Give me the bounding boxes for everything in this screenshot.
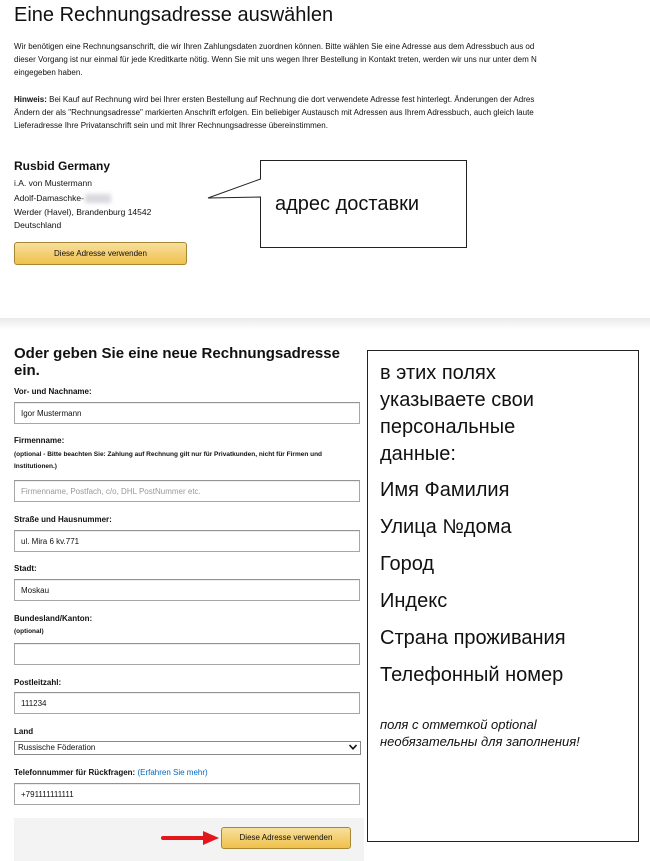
instruction-note: поля с отметкой optional необязательны для заполнения! bbox=[380, 717, 580, 749]
company-input[interactable] bbox=[14, 480, 360, 502]
state-input[interactable] bbox=[14, 643, 360, 665]
phone-label-text: Telefonnummer für Rückfragen: bbox=[14, 768, 136, 777]
state-label: Bundesland/Kanton: bbox=[14, 614, 93, 623]
hint-label: Hinweis: bbox=[14, 95, 47, 104]
red-arrow-icon bbox=[161, 836, 207, 840]
saved-address-line: Deutschland bbox=[14, 220, 62, 230]
intro-line: eingegeben haben. bbox=[14, 68, 83, 78]
city-label: Stadt: bbox=[14, 564, 37, 573]
name-label: Vor- und Nachname: bbox=[14, 387, 92, 396]
city-input[interactable] bbox=[14, 579, 360, 601]
instruction-panel bbox=[367, 350, 639, 842]
instruction-line: Телефонный номер bbox=[380, 664, 564, 686]
use-saved-address-button[interactable]: Diese Adresse verwenden bbox=[14, 242, 187, 265]
hint-line: Ändern der als "Rechnungsadresse" markierten Anschrift erfolgen. Ein beliebiger Austausch mit Adressen aus Ihrem Adressbuch, auch gleich laute bbox=[14, 108, 534, 118]
instruction-line: указываете свои bbox=[380, 389, 534, 411]
name-input[interactable] bbox=[14, 402, 360, 424]
phone-input[interactable] bbox=[14, 783, 360, 805]
section-divider bbox=[0, 318, 650, 330]
company-note: (optional - Bitte beachten Sie: Zahlung auf Rechnung gilt nur für Privatkunden, nicht für Firmen und Institutionen.) bbox=[14, 451, 323, 470]
country-select-value: Russische Föderation bbox=[18, 743, 96, 752]
redacted-number bbox=[85, 194, 111, 203]
intro-line: Wir benötigen eine Rechnungsanschrift, die wir Ihren Zahlungsdaten zuordnen können. Bitte wählen Sie eine Adresse aus dem Adressbuch aus od bbox=[14, 42, 535, 51]
zip-input[interactable] bbox=[14, 692, 360, 714]
saved-address-line: Werder (Havel), Brandenburg 14542 bbox=[14, 207, 152, 217]
instruction-line: Страна проживания bbox=[380, 627, 566, 649]
intro-text bbox=[14, 40, 650, 80]
new-address-title: Oder geben Sie eine neue Rechnungsadresse ein. bbox=[14, 345, 340, 379]
street-label: Straße und Hausnummer: bbox=[14, 515, 112, 524]
instruction-line: Индекс bbox=[380, 590, 448, 612]
state-note: (optional) bbox=[14, 628, 44, 635]
red-arrow-head bbox=[203, 831, 219, 845]
page-title: Eine Rechnungsadresse auswählen bbox=[14, 4, 334, 26]
instruction-line: в этих полях bbox=[380, 362, 496, 384]
instruction-line: данные: bbox=[380, 443, 456, 465]
zip-label: Postleitzahl: bbox=[14, 678, 62, 687]
learn-more-link[interactable]: (Erfahren Sie mehr) bbox=[137, 768, 208, 777]
saved-address-line: Adolf-Damaschke- bbox=[14, 193, 111, 203]
country-label: Land bbox=[14, 727, 34, 736]
instruction-line: Улица №дома bbox=[380, 516, 512, 538]
saved-address-line: i.A. von Mustermann bbox=[14, 178, 92, 188]
instruction-line: Имя Фамилия bbox=[380, 479, 510, 501]
company-label: Firmenname: bbox=[14, 436, 65, 445]
instruction-line: персональные bbox=[380, 416, 516, 438]
hint-text bbox=[14, 93, 650, 133]
use-new-address-button[interactable]: Diese Adresse verwenden bbox=[221, 827, 351, 849]
instruction-line: Город bbox=[380, 553, 435, 575]
delivery-callout-text: адрес доставки bbox=[275, 193, 419, 215]
country-select[interactable] bbox=[14, 741, 361, 755]
hint-line: Bei Kauf auf Rechnung wird bei Ihrer ersten Bestellung auf Rechnung die dort verwendete Adresse fest hinterlegt. Änderungen der Adres bbox=[46, 95, 535, 104]
intro-line: dieser Vorgang ist nur einmal für jede Kreditkarte nötig. Wenn Sie mit uns wegen Ihrer Bestellung in Kontakt treten, werden wir uns nur unter dem N bbox=[14, 55, 537, 65]
saved-address-name: Rusbid Germany bbox=[14, 159, 111, 173]
hint-line: Lieferadresse Ihre Privatanschrift sein und mit Ihrer Rechnungsadresse übereinstimmen. bbox=[14, 121, 328, 131]
phone-label bbox=[14, 768, 208, 777]
street-input[interactable] bbox=[14, 530, 360, 552]
chevron-down-icon bbox=[348, 742, 358, 754]
